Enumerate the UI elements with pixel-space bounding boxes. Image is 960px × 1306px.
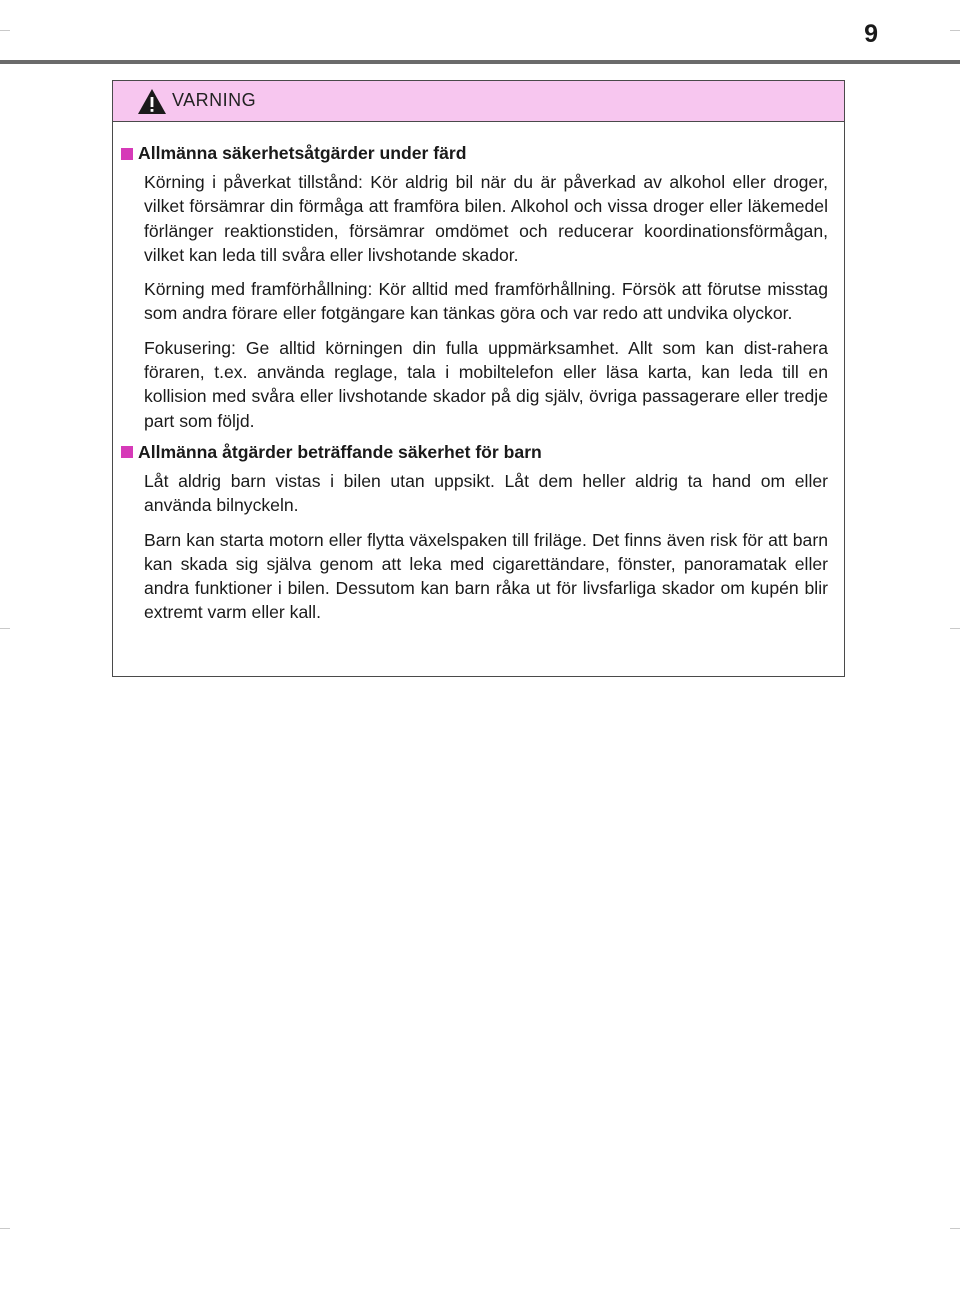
warning-title: VARNING bbox=[172, 90, 257, 110]
crop-mark bbox=[0, 30, 10, 31]
bullet-square-icon bbox=[121, 148, 133, 160]
bullet-square-icon bbox=[121, 446, 133, 458]
section-heading bbox=[121, 142, 828, 165]
section-heading bbox=[121, 441, 828, 464]
crop-mark bbox=[950, 628, 960, 629]
paragraph: Körning i påverkat tillstånd: Kör aldrig bil när du är påverkad av alkohol eller droger, vilket försämrar din förmåga att framföra bilen. Alkohol och vissa droger eller läkemedel förlänger reaktionstiden, försämrar omdömet och reducerar koordinationsförmågan, vilket kan leda till svåra eller livshotande skador. bbox=[144, 172, 828, 265]
warning-section bbox=[121, 142, 828, 433]
section-heading-text: Allmänna åtgärder beträffande säkerhet för barn bbox=[138, 441, 542, 462]
paragraph: Låt aldrig barn vistas i bilen utan uppsikt. Låt dem heller aldrig ta hand om eller använda bilnyckeln. bbox=[144, 470, 828, 516]
crop-mark bbox=[950, 30, 960, 31]
crop-mark bbox=[0, 1228, 10, 1229]
crop-mark bbox=[0, 628, 10, 629]
paragraph: Fokusering: Ge alltid körningen din fulla uppmärksamhet. Allt som kan dist-rahera föraren, t.ex. använda reglage, tala i mobiltelefon eller läsa karta, kan leda till en kollision med svåra eller livshotande skador på dig själv, övriga passagerare eller tredje part som följd. bbox=[144, 337, 828, 431]
section-heading-text: Allmänna säkerhetsåtgärder under färd bbox=[138, 143, 467, 163]
warning-header bbox=[113, 81, 844, 122]
warning-section bbox=[121, 441, 828, 625]
page-number: 9 bbox=[864, 20, 878, 48]
paragraph: Barn kan starta motorn eller flytta växelspaken till friläge. Det finns även risk för att barn kan skada sig själva genom att leka med cigarettändare, fönster, panoramatak eller andra funktioner i bilen. Dessutom kan barn råka ut för livsfarliga skador om kupén blir extremt varm eller kall. bbox=[144, 529, 828, 623]
warning-triangle-icon bbox=[137, 88, 167, 115]
header-rule bbox=[0, 60, 960, 64]
warning-box bbox=[112, 80, 845, 677]
crop-mark bbox=[950, 1228, 960, 1229]
paragraph: Körning med framförhållning: Kör alltid med framförhållning. Försök att förutse misstag som andra förare eller fotgängare kan tänkas göra och var redo att undvika olyckor. bbox=[144, 279, 828, 324]
warning-body bbox=[113, 122, 844, 625]
